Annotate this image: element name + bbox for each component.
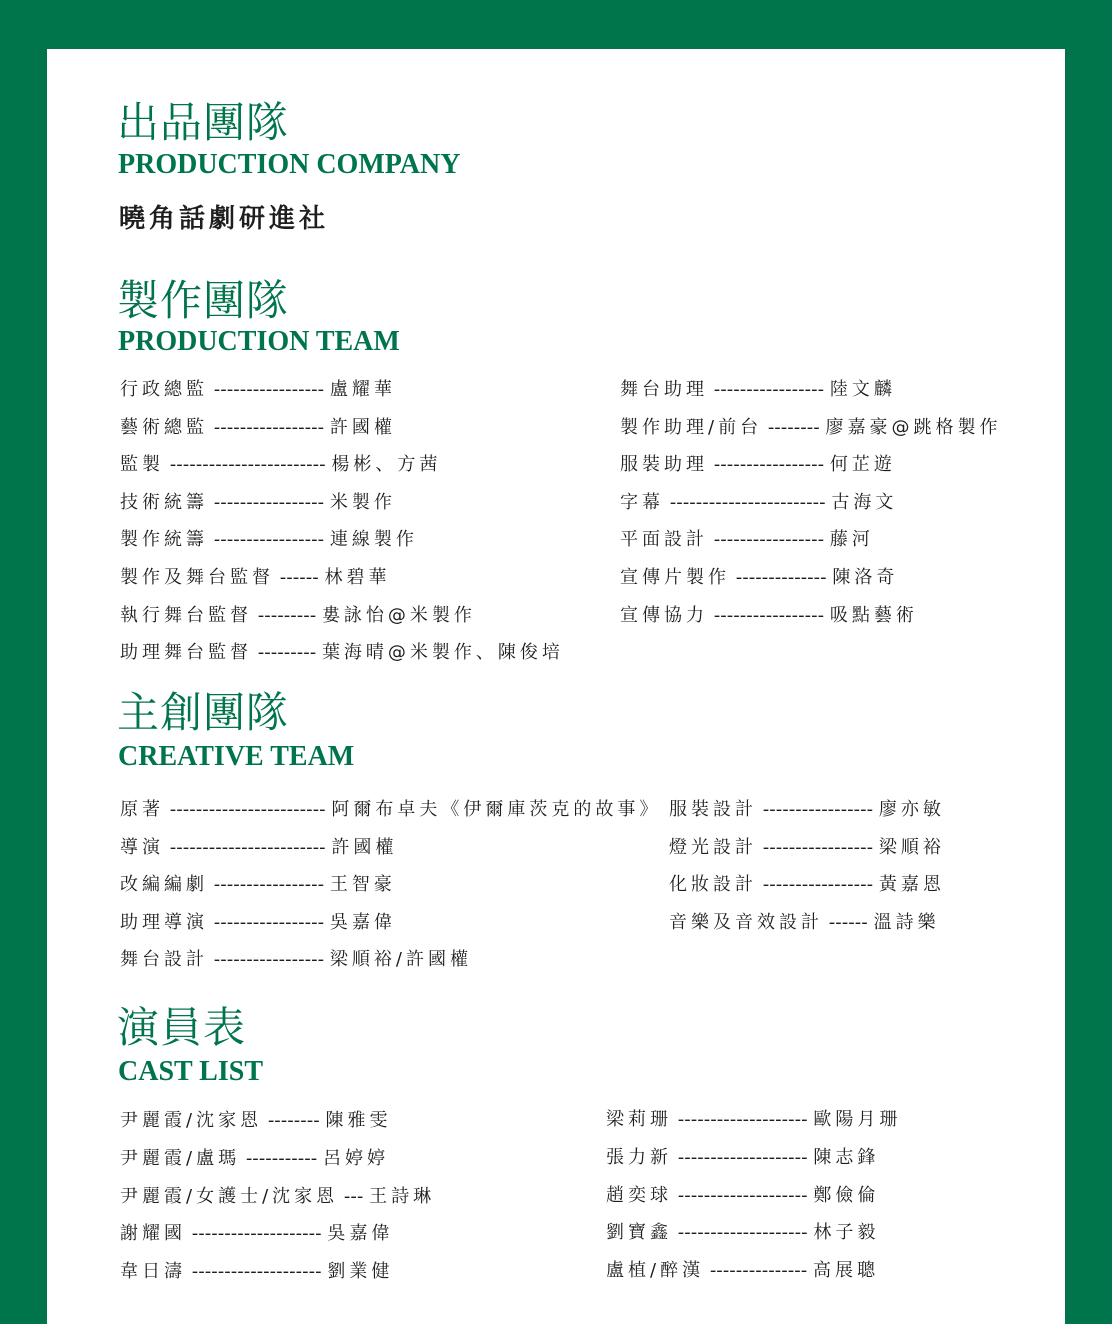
- production-credit-row: [120, 528, 418, 552]
- production-credit-leader-dashes: -----------------: [213, 379, 325, 400]
- production-credit-leader-dashes: ------------------------: [669, 491, 826, 513]
- production-company-title-en: PRODUCTION COMPANY: [118, 149, 461, 180]
- creative-credit-row: [120, 798, 661, 822]
- program-page: [47, 49, 1065, 1324]
- creative-credit-role: 燈光設計: [669, 836, 757, 858]
- creative-credit-leader-dashes: -----------------: [213, 949, 325, 970]
- production-credit-name: 葉海晴@米製作、陳俊培: [321, 642, 564, 664]
- production-credit-name: 楊彬、方茜: [331, 454, 442, 476]
- cast-credit-name: 呂婷婷: [323, 1147, 389, 1169]
- creative-credit-role: 服裝設計: [669, 799, 757, 820]
- cast-credit-name: 陳志鋒: [813, 1146, 880, 1168]
- creative-credit-name: 梁順裕/許國權: [329, 949, 472, 970]
- creative-team-title-en: CREATIVE TEAM: [118, 741, 355, 772]
- production-credit-row: [620, 378, 896, 402]
- cast-credit-role: 梁莉珊: [606, 1109, 672, 1130]
- production-credit-row: [120, 604, 476, 628]
- production-team-title-zh: 製作團隊: [117, 276, 290, 325]
- cast-credit-name: 鄭儉倫: [813, 1184, 880, 1206]
- production-credit-leader-dashes: --------------: [735, 567, 827, 588]
- creative-credit-leader-dashes: ------------------------: [169, 799, 326, 820]
- cast-credit-role: 謝耀國: [120, 1223, 186, 1245]
- production-credit-name: 林碧華: [324, 567, 391, 588]
- creative-credit-name: 廖亦敏: [878, 799, 945, 820]
- cast-credit-role: 韋日濤: [120, 1261, 186, 1283]
- cast-credit-role: 盧植/醉漢: [606, 1260, 705, 1282]
- creative-credit-name: 溫詩樂: [873, 911, 940, 933]
- cast-credit-row: [120, 1147, 389, 1171]
- production-credit-role: 執行舞台監督: [120, 604, 252, 626]
- production-credit-name: 藤河: [829, 529, 874, 551]
- creative-credit-role: 改編編劇: [120, 874, 208, 895]
- cast-credit-role: 尹麗霞/沈家恩: [120, 1110, 263, 1131]
- cast-list-title-en: CAST LIST: [118, 1056, 264, 1087]
- production-credit-row: [120, 641, 564, 665]
- creative-credit-name: 吳嘉偉: [329, 911, 396, 933]
- production-credit-role: 監製: [120, 454, 164, 476]
- creative-credit-name: 阿爾布卓夫《伊爾庫茨克的故事》: [331, 799, 662, 820]
- cast-credit-row: [120, 1260, 393, 1284]
- production-company-title-zh: 出品團隊: [117, 98, 290, 147]
- production-credit-role: 製作助理/前台: [620, 416, 763, 438]
- production-credit-name: 廖嘉豪@跳格製作: [825, 416, 1002, 438]
- production-credit-role: 技術統籌: [120, 491, 208, 513]
- production-credit-leader-dashes: -----------------: [713, 454, 825, 476]
- cast-credit-leader-dashes: --------------------: [677, 1222, 808, 1244]
- production-credit-row: [620, 416, 1002, 440]
- cast-credit-leader-dashes: ---: [343, 1185, 364, 1207]
- cast-credit-name: 王詩琳: [369, 1185, 436, 1207]
- production-credit-row: [120, 453, 441, 477]
- production-credit-name: 許國權: [329, 416, 396, 438]
- creative-credit-row: [669, 836, 945, 860]
- production-credit-leader-dashes: -----------------: [713, 604, 825, 626]
- production-credit-name: 婁詠怡@米製作: [321, 604, 476, 626]
- production-credit-role: 平面設計: [620, 529, 708, 551]
- production-credit-row: [620, 453, 896, 477]
- creative-credit-leader-dashes: -----------------: [762, 799, 874, 820]
- cast-credit-role: 張力新: [606, 1146, 672, 1168]
- creative-credit-role: 導演: [120, 836, 164, 858]
- production-credit-name: 陸文麟: [829, 379, 896, 400]
- production-credit-role: 製作及舞台監督: [120, 567, 274, 588]
- creative-credit-leader-dashes: -----------------: [213, 874, 325, 895]
- production-credit-name: 何芷遊: [829, 454, 896, 476]
- cast-credit-leader-dashes: --------------------: [677, 1184, 808, 1206]
- cast-credit-leader-dashes: --------------------: [191, 1223, 322, 1245]
- production-credit-leader-dashes: -----------------: [213, 529, 325, 551]
- creative-credit-row: [669, 798, 945, 822]
- creative-credit-name: 許國權: [331, 836, 398, 858]
- creative-team-title-zh: 主創團隊: [117, 688, 290, 737]
- cast-credit-role: 劉寶鑫: [606, 1222, 672, 1244]
- creative-credit-role: 音樂及音效設計: [669, 911, 823, 933]
- production-credit-row: [120, 566, 390, 590]
- cast-credit-name: 歐陽月珊: [813, 1109, 902, 1130]
- production-team-title-en: PRODUCTION TEAM: [118, 326, 400, 357]
- cast-credit-role: 尹麗霞/女護士/沈家恩: [120, 1185, 339, 1207]
- creative-credit-leader-dashes: -----------------: [762, 874, 874, 895]
- creative-credit-role: 原著: [120, 799, 164, 820]
- production-credit-leader-dashes: -----------------: [713, 379, 825, 400]
- production-credit-row: [620, 566, 898, 590]
- cast-credit-leader-dashes: --------------------: [677, 1146, 808, 1168]
- cast-credit-leader-dashes: --------: [267, 1110, 320, 1131]
- creative-credit-leader-dashes: ------------------------: [169, 836, 326, 858]
- production-company-name: 曉角話劇研進社: [119, 204, 330, 234]
- creative-credit-role: 舞台設計: [120, 949, 208, 970]
- cast-credit-name: 吳嘉偉: [327, 1223, 394, 1245]
- cast-credit-name: 劉業健: [327, 1261, 394, 1283]
- creative-credit-row: [120, 948, 472, 972]
- cast-credit-name: 陳雅雯: [325, 1110, 392, 1131]
- production-credit-name: 連線製作: [329, 529, 418, 551]
- production-credit-role: 宣傳片製作: [620, 567, 730, 588]
- creative-credit-name: 黃嘉恩: [878, 874, 945, 895]
- cast-credit-row: [606, 1221, 879, 1245]
- cast-credit-leader-dashes: --------------------: [677, 1109, 808, 1130]
- production-credit-name: 陳洛奇: [832, 567, 899, 588]
- production-credit-row: [120, 491, 396, 515]
- creative-credit-role: 化妝設計: [669, 874, 757, 895]
- cast-credit-row: [606, 1259, 879, 1283]
- cast-credit-row: [120, 1185, 435, 1209]
- production-credit-name: 米製作: [329, 491, 396, 513]
- cast-credit-name: 高展聰: [812, 1260, 879, 1282]
- creative-credit-role: 助理導演: [120, 911, 208, 933]
- production-credit-name: 盧耀華: [329, 379, 396, 400]
- production-credit-role: 舞台助理: [620, 379, 708, 400]
- creative-credit-name: 王智豪: [329, 874, 396, 895]
- production-credit-role: 服裝助理: [620, 454, 708, 476]
- production-credit-role: 行政總監: [120, 379, 208, 400]
- cast-credit-role: 趙奕球: [606, 1184, 672, 1206]
- production-credit-leader-dashes: -----------------: [713, 529, 825, 551]
- cast-credit-role: 尹麗霞/盧瑪: [120, 1147, 241, 1169]
- production-credit-name: 吸點藝術: [829, 604, 918, 626]
- production-credit-role: 宣傳協力: [620, 604, 708, 626]
- creative-credit-row: [120, 873, 396, 897]
- production-credit-leader-dashes: ---------: [257, 604, 317, 626]
- production-credit-role: 字幕: [620, 491, 664, 513]
- creative-credit-leader-dashes: -----------------: [213, 911, 325, 933]
- cast-credit-row: [606, 1184, 879, 1208]
- creative-credit-row: [669, 911, 939, 935]
- production-credit-leader-dashes: -----------------: [213, 491, 325, 513]
- production-credit-role: 藝術總監: [120, 416, 208, 438]
- cast-credit-row: [120, 1109, 392, 1133]
- cast-credit-row: [606, 1108, 901, 1132]
- production-credit-leader-dashes: ---------: [257, 642, 317, 664]
- cast-credit-row: [120, 1222, 393, 1246]
- cast-credit-name: 林子毅: [813, 1222, 880, 1244]
- cast-list-title-zh: 演員表: [117, 1003, 247, 1052]
- production-credit-leader-dashes: --------: [767, 416, 820, 438]
- cast-credit-row: [606, 1146, 879, 1170]
- cast-credit-leader-dashes: ---------------: [709, 1260, 808, 1282]
- cast-credit-leader-dashes: -----------: [245, 1147, 318, 1169]
- creative-credit-row: [120, 836, 397, 860]
- creative-credit-leader-dashes: ------: [828, 911, 868, 933]
- production-credit-row: [620, 528, 874, 552]
- cast-credit-leader-dashes: --------------------: [191, 1261, 322, 1283]
- production-credit-role: 製作統籌: [120, 529, 208, 551]
- production-credit-row: [620, 491, 897, 515]
- production-credit-row: [120, 378, 396, 402]
- production-credit-leader-dashes: ------------------------: [169, 454, 326, 476]
- production-credit-leader-dashes: -----------------: [213, 416, 325, 438]
- creative-credit-leader-dashes: -----------------: [762, 836, 874, 858]
- production-credit-leader-dashes: ------: [279, 567, 319, 588]
- creative-credit-row: [669, 873, 945, 897]
- production-credit-row: [620, 604, 918, 628]
- production-credit-name: 古海文: [831, 491, 898, 513]
- creative-credit-name: 梁順裕: [878, 836, 945, 858]
- production-credit-role: 助理舞台監督: [120, 642, 252, 664]
- production-credit-row: [120, 416, 396, 440]
- creative-credit-row: [120, 911, 396, 935]
